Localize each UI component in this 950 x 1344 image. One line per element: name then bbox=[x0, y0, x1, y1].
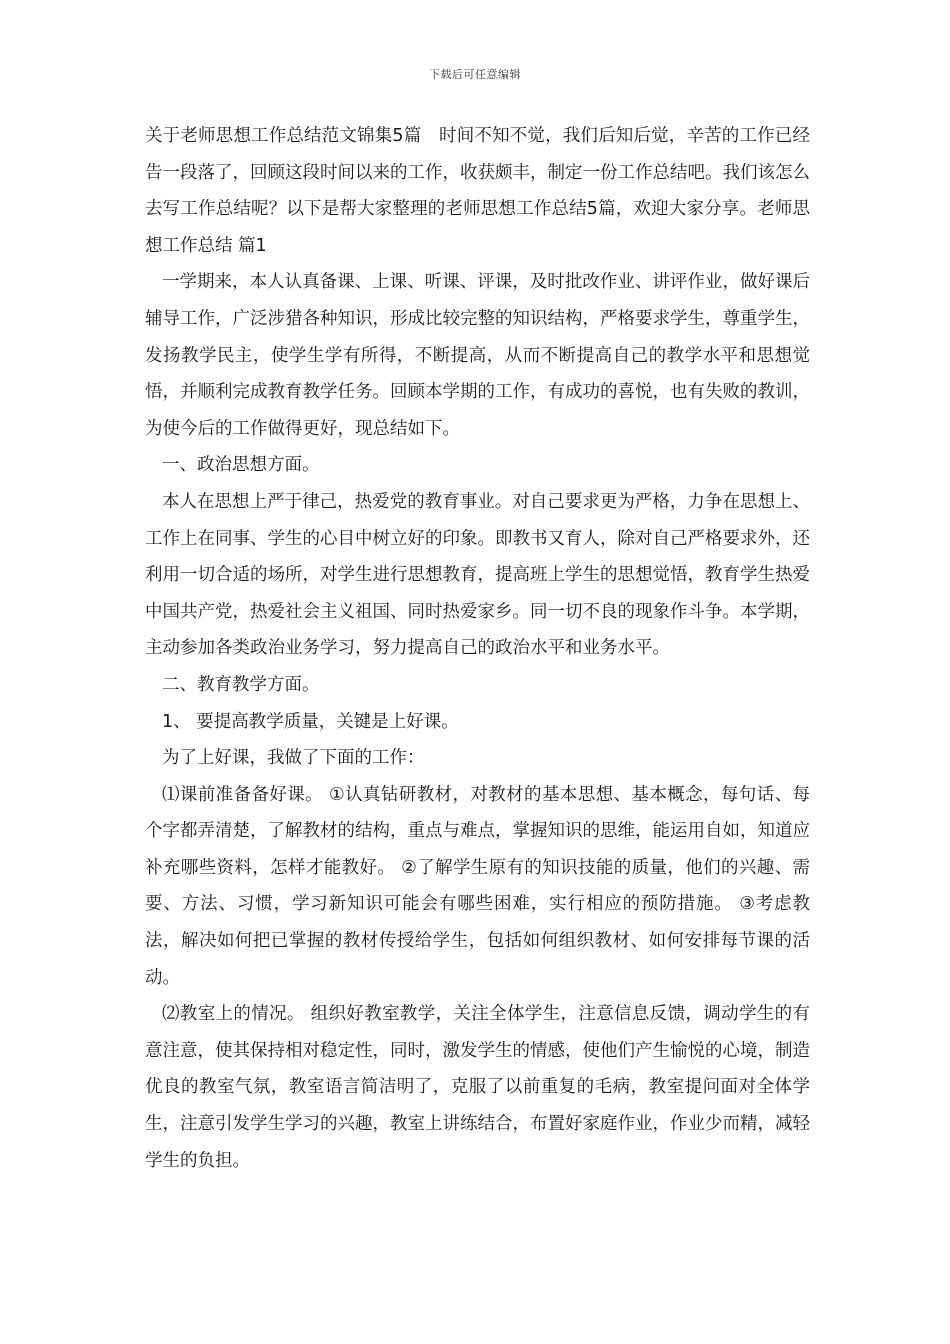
document-body bbox=[145, 118, 810, 1179]
section-heading: 二、教育教学方面。 bbox=[162, 674, 320, 695]
body-paragraph: 本人在思想上严于律己，热爱党的教育事业。对自己要求更为严格，力争在思想上、工作上在同事、学生的心目中树立好的印象。即教书又育人，除对自己严格要求外，还利用一切合适的场所，对学生进行思想教育，提高班上学生的思想觉悟，教育学生热爱中国共产党，热爱社会主义祖国、同时热爱家乡。同一切不良的现象作斗争。本学期，主动参加各类政治业务学习，努力提高自己的政治水平和业务水平。 bbox=[145, 491, 810, 659]
body-paragraph: 一学期来，本人认真备课、上课、听课、评课，及时批改作业、讲评作业，做好课后辅导工作，广泛涉猎各种知识，形成比较完整的知识结构，严格要求学生，尊重学生，发扬教学民主，使学生学有所得，不断提高，从而不断提高自己的教学水平和思想觉悟，并顺利完成教育教学任务。回顾本学期的工作，有成功的喜悦，也有失败的教训，为使今后的工作做得更好，现总结如下。 bbox=[145, 272, 810, 439]
intro-paragraph: 关于老师思想工作总结范文锦集5篇 时间不知不觉，我们后知后觉，辛苦的工作已经告一段落了，回顾这段时间以来的工作，收获颇丰，制定一份工作总结吧。我们该怎么去写工作总结呢？以下是帮大家整理的老师思想工作总结5篇，欢迎大家分享。老师思想工作总结 篇1 bbox=[145, 126, 810, 256]
body-paragraph: 为了上好课，我做了下面的工作： bbox=[162, 748, 425, 769]
section-heading: 一、政治思想方面。 bbox=[162, 455, 320, 476]
list-item: 1、 要提高教学质量，关键是上好课。 bbox=[162, 711, 459, 732]
body-paragraph: ⑴课前准备备好课。 ①认真钻研教材，对教材的基本思想、基本概念，每句话、每个字都弄清楚，了解教材的结构，重点与难点，掌握知识的思维，能运用自如，知道应补充哪些资料，怎样才能教好。 ②了解学生原有的知识技能的质量，他们的兴趣、需要、方法、习惯，学习新知识可能会有哪些困难，实行相应的预防措施。 ③考虑教法，解决如何把已掌握的教材传授给学生，包括如何组织教材、如何安排每节课的活动。 bbox=[145, 784, 810, 988]
page-header: 下载后可任意编辑 bbox=[429, 68, 521, 81]
body-paragraph: ⑵教室上的情况。 组织好教室教学，关注全体学生，注意信息反馈，调动学生的有意注意，使其保持相对稳定性，同时，激发学生的情感，使他们产生愉悦的心境，制造优良的教室气氛，教室语言简洁明了，克服了以前重复的毛病，教室提问面对全体学生，注意引发学生学习的兴趣，教室上讲练结合，布置好家庭作业，作业少而精，减轻学生的负担。 bbox=[145, 1004, 810, 1171]
